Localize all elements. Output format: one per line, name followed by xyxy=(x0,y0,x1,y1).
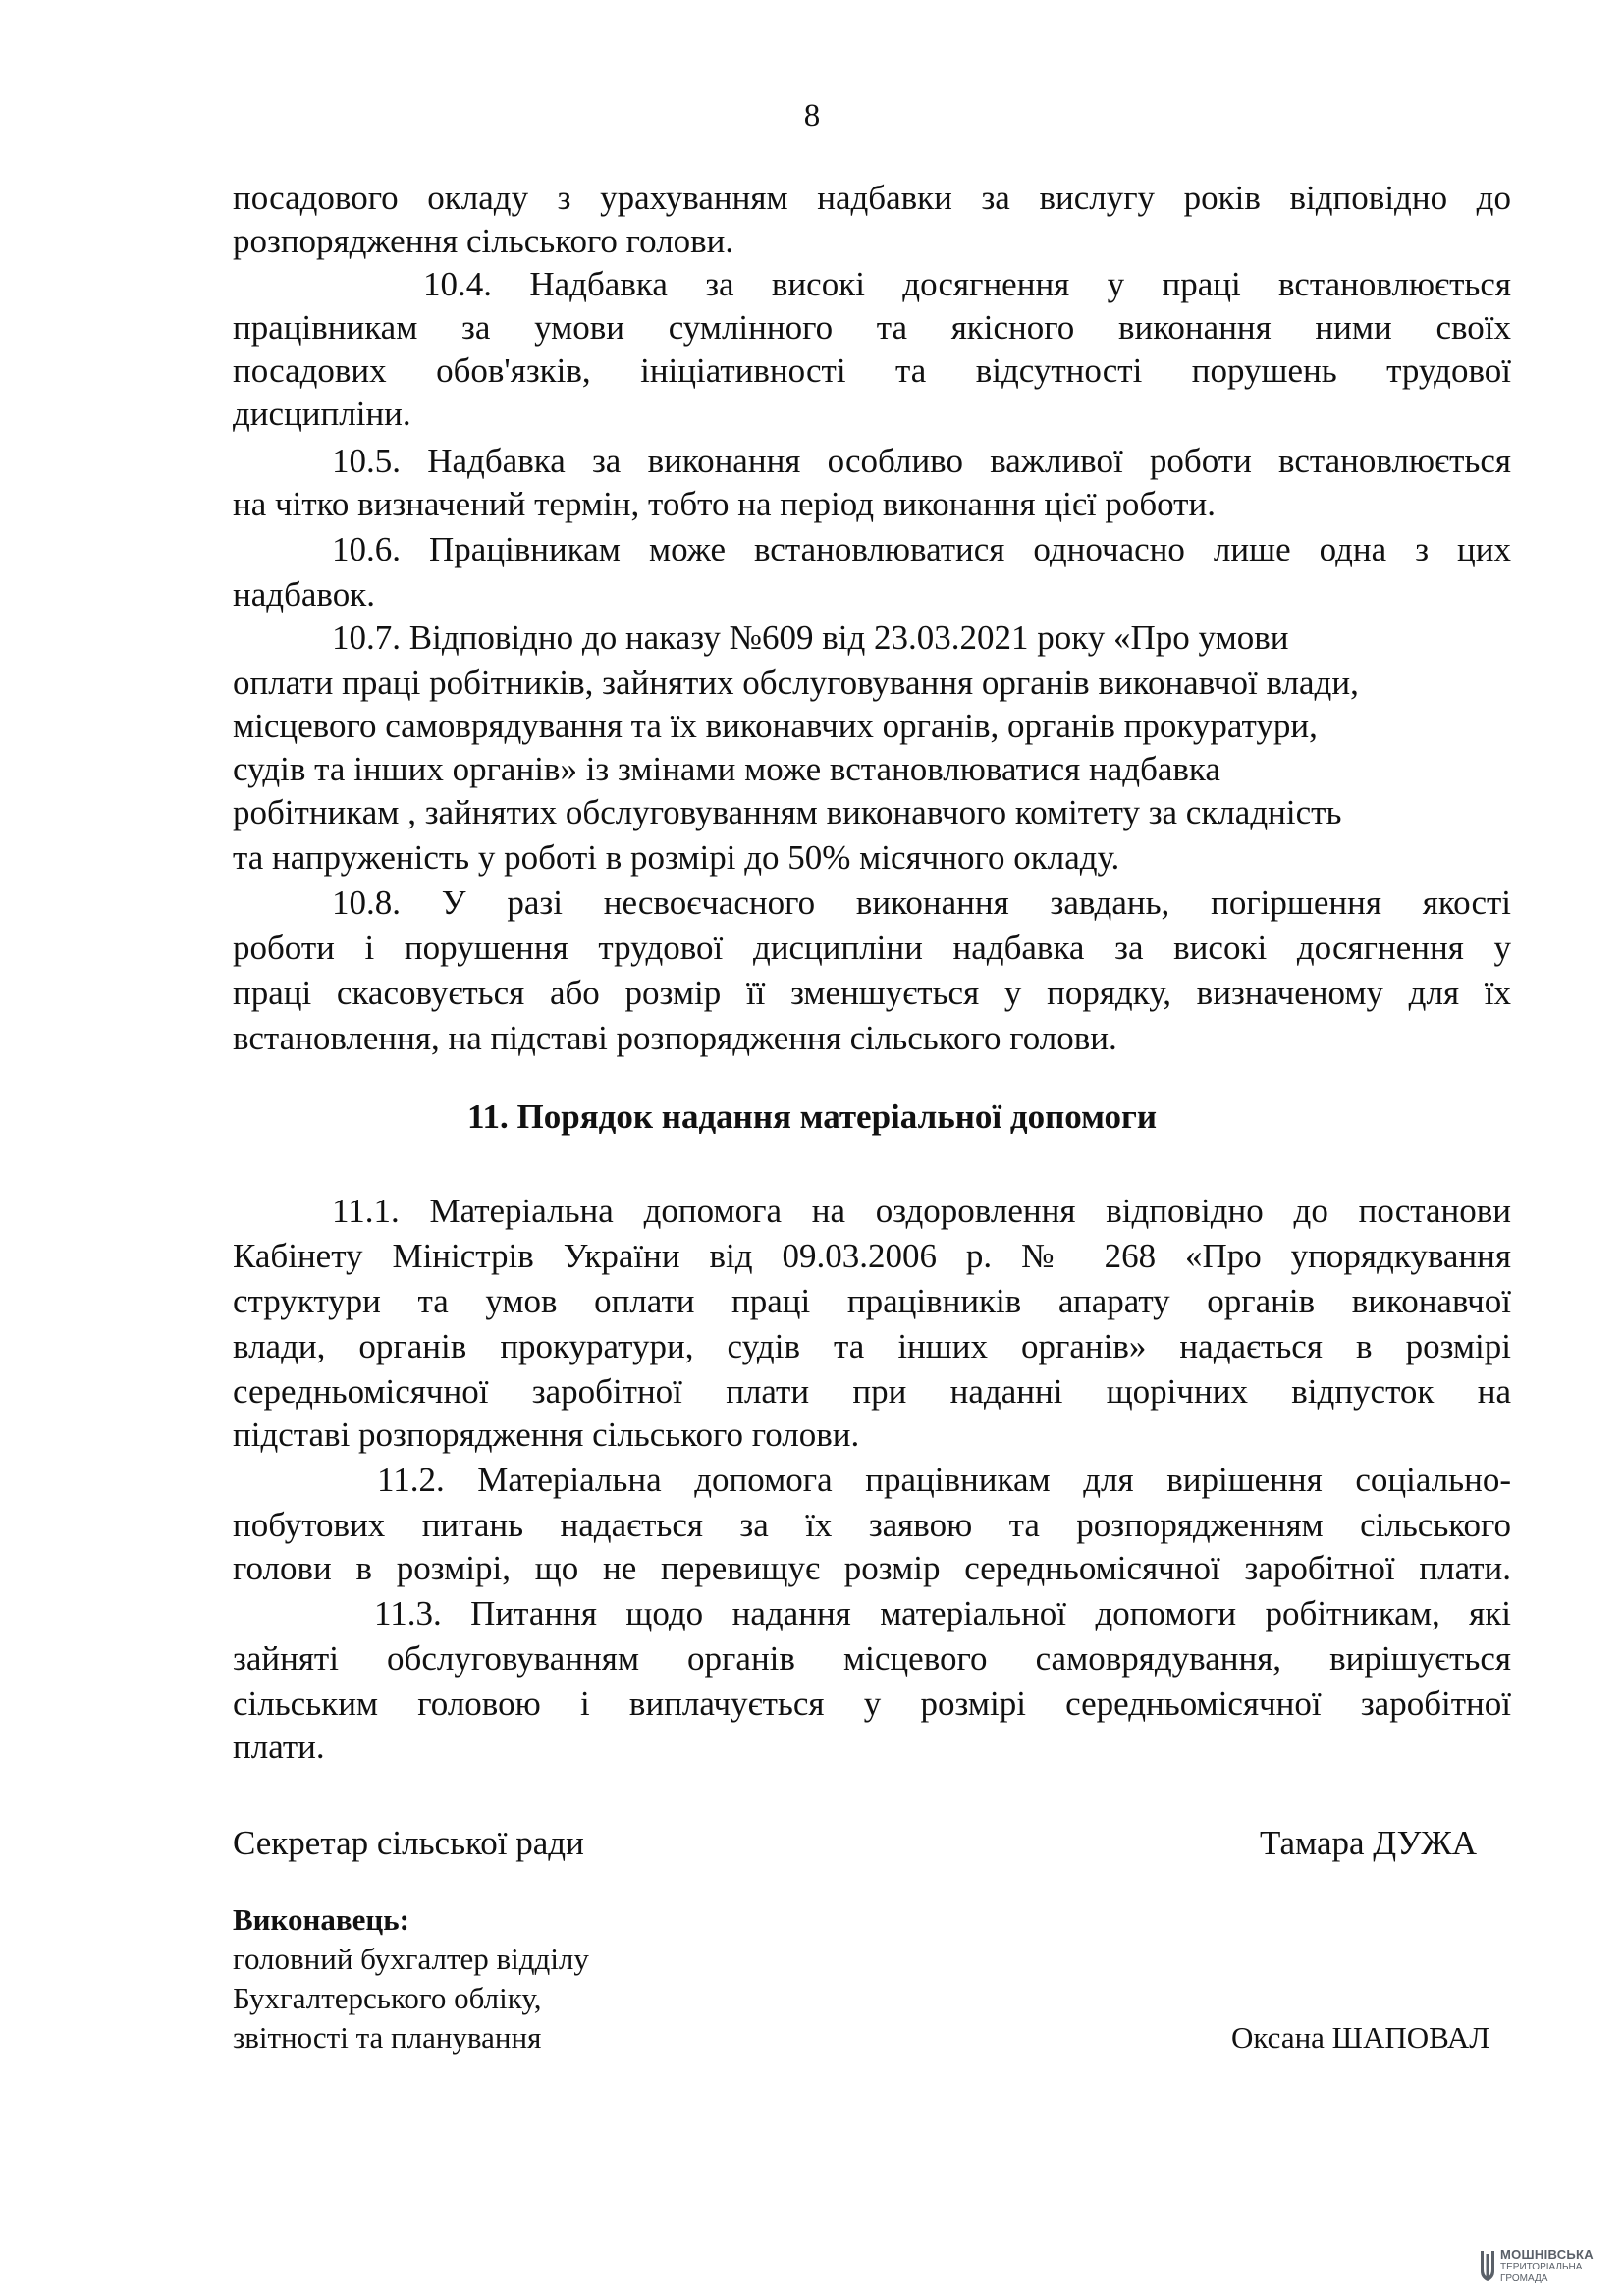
body-line: сільським головою і виплачується у розмірі середньомісячної заробітної xyxy=(233,1684,1511,1723)
body-line: підставі розпорядження сільського голови. xyxy=(233,1415,860,1454)
body-line: влади, органів прокуратури, судів та інших органів» надається в розмірі xyxy=(233,1327,1511,1365)
body-line: на чітко визначений термін, тобто на період виконання цієї роботи. xyxy=(233,485,1216,523)
body-line: праці скасовується або розмір її зменшується у порядку, визначеному для їх xyxy=(233,974,1511,1012)
body-line: судів та інших органів» із змінами може встановлюватися надбавка xyxy=(233,750,1220,788)
body-line: 10.6. Працівникам може встановлюватися одночасно лише одна з цих xyxy=(332,530,1511,568)
body-line: 10.7. Відповідно до наказу №609 від 23.03.2021 року «Про умови xyxy=(332,618,1289,657)
signatory-name: Тамара ДУЖА xyxy=(1260,1824,1477,1862)
body-line: плати. xyxy=(233,1728,325,1766)
body-line: та напруженість у роботі в розмірі до 50% місячного окладу. xyxy=(233,838,1120,877)
body-line: посадових обов'язків, ініціативності та відсутності порушень трудової xyxy=(233,351,1511,390)
body-line: надбавок. xyxy=(233,575,375,614)
body-line: розпорядження сільського голови. xyxy=(233,222,734,260)
executor-label: Виконавець: xyxy=(233,1902,409,1937)
body-line: побутових питань надається за їх заявою та розпорядженням сільського xyxy=(233,1506,1511,1544)
executor-line: головний бухгалтер відділу xyxy=(233,1942,589,1976)
body-line: 10.8. У разі несвоєчасного виконання завдань, погіршення якості xyxy=(332,883,1511,922)
body-line: працівникам за умови сумлінного та якісного виконання ними своїх xyxy=(233,308,1511,347)
body-line: роботи і порушення трудової дисципліни надбавка за високі досягнення у xyxy=(233,929,1511,967)
body-line: Кабінету Міністрів України від 09.03.2006 р. № 268 «Про упорядкування xyxy=(233,1237,1511,1275)
body-line: 11.3. Питання щодо надання матеріальної допомоги робітникам, які xyxy=(374,1594,1511,1632)
community-watermark xyxy=(1479,2246,1606,2289)
body-line: 10.5. Надбавка за виконання особливо важливої роботи встановлюється xyxy=(332,442,1511,480)
watermark-line-3: ГРОМАДА xyxy=(1500,2273,1548,2284)
body-line: 10.4. Надбавка за високі досягнення у праці встановлюється xyxy=(423,265,1511,303)
watermark-line-2: ТЕРИТОРІАЛЬНА xyxy=(1500,2262,1583,2272)
body-line: дисципліни. xyxy=(233,395,411,433)
body-line: голови в розмірі, що не перевищує розмір середньомісячної заробітної плати. xyxy=(233,1549,1511,1587)
executor-line: звітності та планування xyxy=(233,2020,542,2055)
body-line: робітникам , зайнятих обслуговуванням виконавчого комітету за складність xyxy=(233,793,1342,831)
body-line: оплати праці робітників, зайнятих обслуговування органів виконавчої влади, xyxy=(233,664,1359,702)
watermark-line-1: МОШНІВСЬКА xyxy=(1500,2247,1594,2262)
signatory-title: Секретар сільської ради xyxy=(233,1824,584,1862)
page-number: 8 xyxy=(803,98,821,133)
body-line: зайняті обслуговуванням органів місцевого самоврядування, вирішується xyxy=(233,1639,1511,1678)
body-line: 11.1. Матеріальна допомога на оздоровлення відповідно до постанови xyxy=(332,1192,1511,1230)
body-line: структури та умов оплати праці працівників апарату органів виконавчої xyxy=(233,1282,1511,1320)
body-line: посадового окладу з урахуванням надбавки за вислугу років відповідно до xyxy=(233,179,1511,217)
body-line: місцевого самоврядування та їх виконавчих органів, органів прокуратури, xyxy=(233,707,1318,745)
trident-emblem-icon xyxy=(1479,2248,1496,2283)
body-line: 11.2. Матеріальна допомога працівникам для вирішення соціально- xyxy=(377,1461,1511,1499)
body-line: встановлення, на підставі розпорядження сільського голови. xyxy=(233,1019,1117,1057)
executor-line: Бухгалтерського обліку, xyxy=(233,1981,542,2015)
executor-name: Оксана ШАПОВАЛ xyxy=(1231,2020,1490,2055)
section-heading: 11. Порядок надання матеріальної допомоги xyxy=(466,1097,1158,1136)
body-line: середньомісячної заробітної плати при наданні щорічних відпусток на xyxy=(233,1372,1511,1411)
